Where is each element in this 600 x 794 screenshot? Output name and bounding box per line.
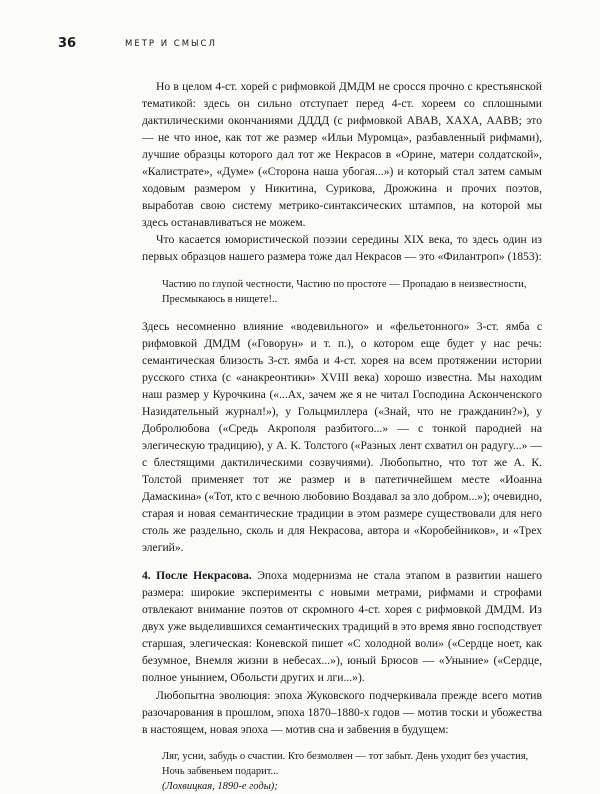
verse-line: Частию по глупой честности, Частию по простоте — Пропадаю в неизвестности, [162, 278, 527, 290]
running-head: МЕТР И СМЫСЛ [125, 39, 217, 49]
paragraph-4-text: Эпоха модернизма не стала этапом в развитии нашего размера: широкие эксперименты с новыми метрами, рифмами и строфами отвлекают внимание поэтов от скромного 4-ст. хорея с рифмовкой ДМДМ. Из двух уже выделившихся семантических традиций в это время явно господствует старшая, элегическая: Коневской пишет «С холодной воли» («Сердце ноет, как безумное, Внемля жизни в небесах...»), юный Брюсов — «Уныние» («Сердце, полное унынием, Обольсти других и лги...»). [142, 569, 542, 685]
paragraph-2: Что касается юмористической поэзии середины XIX века, то здесь один из первых образцов нашего размера тоже дал Некрасов — это «Филантроп» (1853): [142, 233, 542, 264]
paragraph-1: Но в целом 4-ст. хорей с рифмовкой ДМДМ не сросся прочно с крестьянской тематикой: здесь он сильно отступает перед 4-ст. хореем со сплошными дактилическими окончаниями ДДДД (с рифмовкой АВАВ, ХАХА, ААВВ; это — не что иное, как тот же размер «Ильи Муромца», разбавленный рифмами), лучшие образцы которого дал тот же Некрасов в «Орине, матери солдатской», «Калистрате», «Думе» («Сторона наша убогая...») и который стал затем самым ходовым размером у Никитина, Сурикова, Дрожжина и прочих поэтов, выработав свою систему метрико-синтаксических штампов, на которой мы здесь останавливаться не можем. [142, 80, 542, 230]
verse-source: (Лохвицкая, 1890-е годы); [162, 780, 278, 792]
paragraph-5: Любопытна эволюция: эпоха Жуковского подчеркивала прежде всего мотив разочарования в прошлом, эпоха 1870–1880-х годов — мотив тоски и убожества в настоящем, новая эпоха — мотив сна и забвения в будущем: [142, 688, 542, 736]
paragraph-3: Здесь несомненно влияние «водевильного» и «фельетонного» 3-ст. ямба с рифмовкой ДМДМ («Говорун» и т. п.), о котором еще будет у нас речь: семантическая близость 3-ст. ямба и 4-ст. хорея на всем протяжении истории русского стиха (с «анакреонтики» XVIII века) хорошо известна. Мы находим наш размер у Курочкина («...Ах, зачем же я не читал Господина Асконченского Назидательный журнал!»), у Гольцмиллера («Знай, что не гражданин?»), у Добролюбова («Средь Акрополя разбитого...» — с тонкой пародией на элегическую традицию), у А. К. Толстого («Разных лент схватил он радугу...» — с блестящими дактилическими созвучиями). Любопытно, что тот же А. К. Толстой применяет тот же размер и в патетичнейшем месте «Иоанна Дамаскина» («Тот, кто с вечною любовию Воздавал за зло добром...»); очевидно, старая и новая семантические традиции в этом размере существовали для него столь же раздельно, сколь и для Некрасова, автора и «Коробейников», и «Трех элегий». [142, 319, 542, 555]
section-title: 4. После Некрасова. [142, 569, 252, 583]
page-number: 36 [58, 36, 77, 51]
verse-quote-1 [142, 277, 542, 307]
verse-quote-2 [142, 749, 542, 794]
body-text [142, 78, 542, 794]
verse-line: Пресмыкаюсь в нищете!.. [162, 293, 278, 305]
page-header [58, 36, 560, 56]
verse-line: Ляг, усни, забудь о счастии. Кто безмолвен — тот забыт. День уходит без участия, Ночь забвеньем подарит... [162, 750, 529, 777]
paragraph-4 [142, 567, 542, 686]
